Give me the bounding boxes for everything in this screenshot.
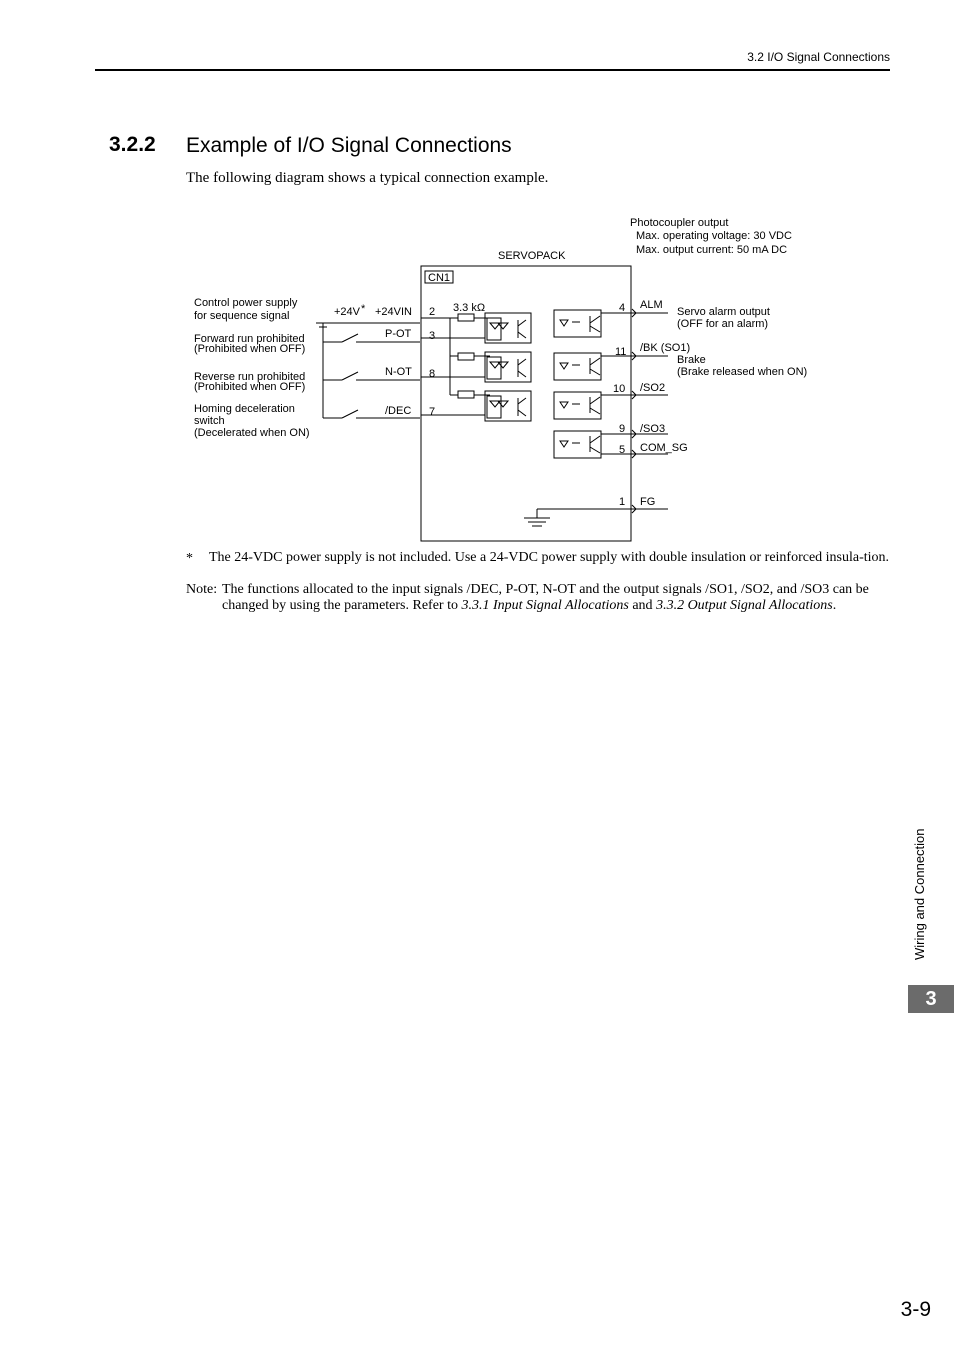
input-1-desc-line-2: for sequence signal <box>194 310 290 322</box>
output-2-desc-line-1: Brake <box>677 354 706 366</box>
input-4-desc-line-2: switch <box>194 415 225 427</box>
input-2-desc-line-2: (Prohibited when OFF) <box>194 343 306 355</box>
input-coupler-2 <box>421 352 531 382</box>
intro-text: The following diagram shows a typical connection example. <box>186 170 549 186</box>
note-text-end: . <box>832 598 837 613</box>
output-2-signal: /BK (SO1) <box>640 342 691 354</box>
input-2-pin: 3 <box>429 330 436 342</box>
output-4-pin: 9 <box>619 423 626 435</box>
output-3-pin: 10 <box>613 383 626 395</box>
input-4-signal: /DEC <box>385 405 412 417</box>
footnote-mark: * <box>186 551 193 566</box>
output-1-desc-line-1: Servo alarm output <box>677 306 770 318</box>
photocoupler-current: Max. output current: 50 mA DC <box>636 244 788 256</box>
input-2-signal: P-OT <box>385 328 412 340</box>
output-4-signal: /SO3 <box>640 423 666 435</box>
supply-mark: * <box>361 303 366 315</box>
running-header: 3.2 I/O Signal Connections <box>747 50 890 64</box>
input-4-desc-line-3: (Decelerated when ON) <box>194 427 310 439</box>
output-coupler-1 <box>554 310 631 337</box>
page-number: 3-9 <box>900 1298 931 1321</box>
input-coupler-3 <box>421 391 531 421</box>
note-ref-output-allocations: 3.3.2 Output Signal Allocations <box>656 598 833 613</box>
photocoupler-voltage: Max. operating voltage: 30 VDC <box>636 230 792 242</box>
input-3-pin: 8 <box>429 368 436 380</box>
input-3-desc-line-2: (Prohibited when OFF) <box>194 381 306 393</box>
supply-label: +24V <box>334 306 360 318</box>
output-5-signal: COM_SG <box>640 442 688 454</box>
input-1-signal: +24VIN <box>375 306 412 318</box>
note-label: Note: <box>186 582 218 597</box>
note-ref-input-allocations: 3.3.1 Input Signal Allocations <box>461 598 629 613</box>
output-coupler-3 <box>554 392 631 419</box>
input-4-pin: 7 <box>429 406 436 418</box>
input-1-desc-line-1: Control power supply <box>194 297 298 309</box>
output-2-pin: 11 <box>615 346 627 358</box>
output-1-desc-line-2: (OFF for an alarm) <box>677 318 769 330</box>
note-text-before: The functions allocated to the input signals /DEC, P-OT, N-OT and the output signals /SO1, /SO2, and /SO3 can be changed by using the parameters. Refer to <box>222 582 869 613</box>
input-3-desc-line-1: Reverse run prohibited <box>194 371 306 383</box>
note-text <box>222 582 892 614</box>
resistor-label: 3.3 kΩ <box>453 302 486 314</box>
side-tab-label: Wiring and Connection <box>912 828 927 960</box>
input-2-desc-line-1: Forward run prohibited <box>194 333 305 345</box>
section-number: 3.2.2 <box>109 133 156 156</box>
section-title: Example of I/O Signal Connections <box>186 134 512 157</box>
chapter-tab: 3 <box>908 985 954 1013</box>
servopack-label: SERVOPACK <box>498 250 566 262</box>
output-5-pin: 5 <box>619 444 626 456</box>
note-text-mid: and <box>628 598 657 613</box>
input-1-pin: 2 <box>429 306 436 318</box>
output-6-pin: 1 <box>619 496 626 508</box>
header-rule <box>95 69 890 71</box>
photocoupler-title: Photocoupler output <box>630 217 729 229</box>
input-4-desc-line-1: Homing deceleration <box>194 403 295 415</box>
output-1-signal: ALM <box>640 299 663 311</box>
io-connection-diagram <box>180 210 830 550</box>
footnote-text: The 24-VDC power supply is not included. Use a 24-VDC power supply with double insulation or reinforced insula-tion. <box>209 550 890 565</box>
input-3-signal: N-OT <box>385 366 412 378</box>
output-1-pin: 4 <box>619 302 626 314</box>
output-2-desc-line-2: (Brake released when ON) <box>677 366 808 378</box>
output-6-signal: FG <box>640 496 656 508</box>
output-3-signal: /SO2 <box>640 382 666 394</box>
cn1-label: CN1 <box>428 272 451 284</box>
